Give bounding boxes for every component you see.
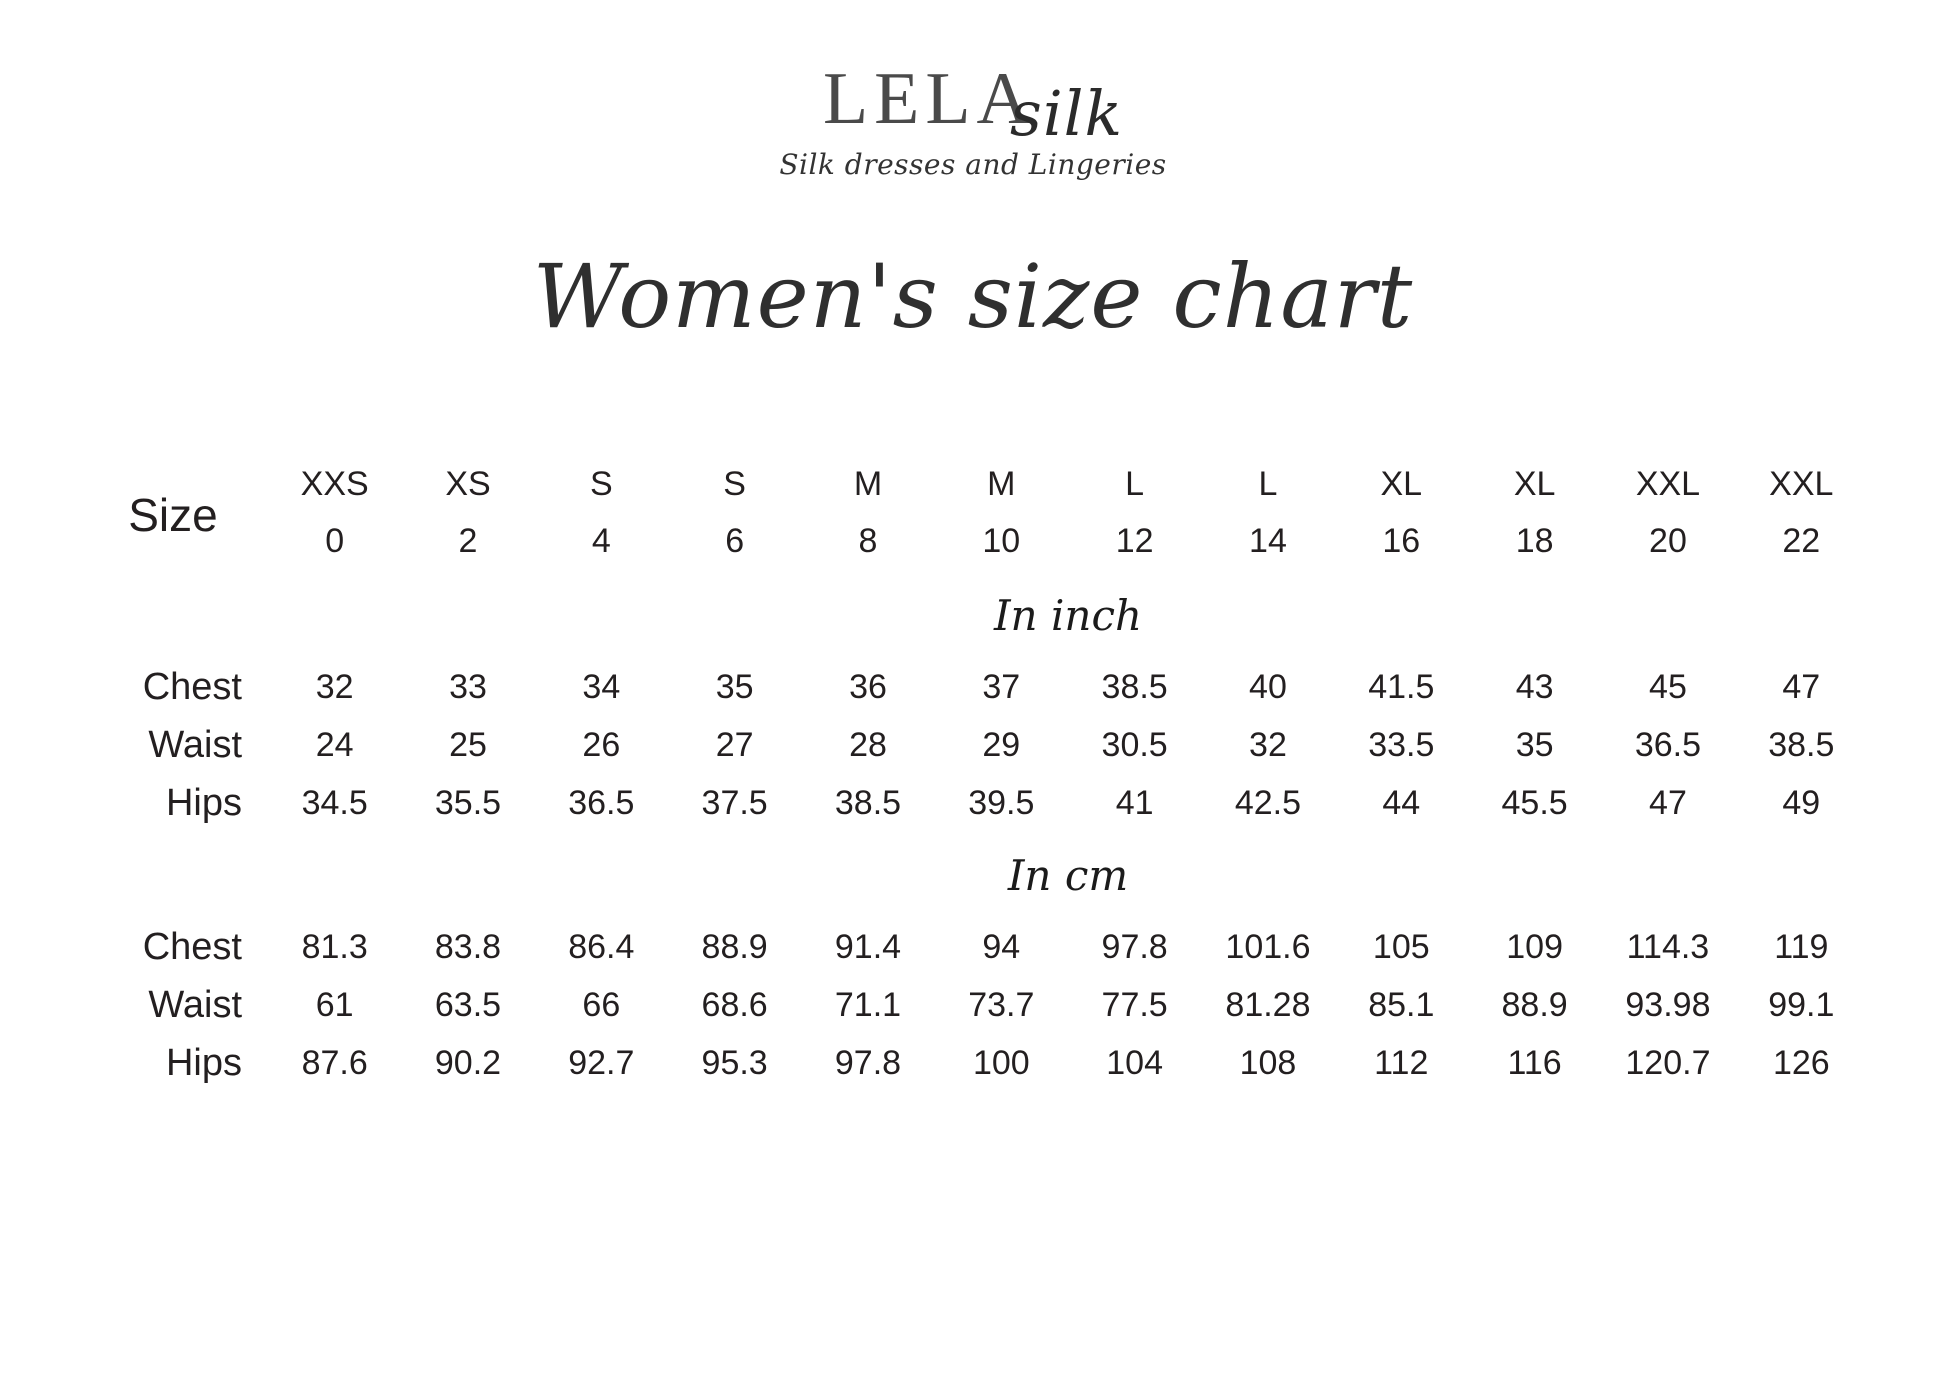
value-cell: 81.28 bbox=[1225, 985, 1311, 1024]
table-row-waist-cm bbox=[78, 976, 1868, 1034]
value-cell: 24 bbox=[315, 725, 354, 764]
table-row-chest-cm bbox=[78, 918, 1868, 976]
brand-logo bbox=[822, 58, 1124, 150]
size-letter-cell: XXL bbox=[1769, 464, 1834, 503]
value-cell: 32 bbox=[315, 667, 354, 706]
size-number-cell: 16 bbox=[1382, 521, 1421, 560]
value-cell: 100 bbox=[972, 1043, 1030, 1082]
value-cell: 41.5 bbox=[1368, 667, 1435, 706]
value-cell: 29 bbox=[982, 725, 1021, 764]
value-cell: 49 bbox=[1782, 783, 1821, 822]
size-chart-container bbox=[0, 458, 1946, 1092]
value-cell: 36 bbox=[849, 667, 887, 706]
value-cell: 73.7 bbox=[968, 985, 1035, 1024]
size-number-cell: 0 bbox=[325, 521, 345, 560]
value-cell: 38.5 bbox=[834, 783, 902, 822]
table-row-size-numbers bbox=[78, 510, 1868, 572]
value-cell: 116 bbox=[1507, 1043, 1562, 1082]
size-letter-cell: M bbox=[987, 464, 1016, 503]
size-letter-cell: XXL bbox=[1635, 464, 1701, 503]
value-cell: 45 bbox=[1649, 667, 1687, 706]
row-label-hips-cm: Hips bbox=[165, 1041, 242, 1084]
value-cell: 83.8 bbox=[434, 927, 502, 966]
value-cell: 86.4 bbox=[568, 927, 635, 966]
unit-row-spacer bbox=[78, 572, 268, 658]
value-cell: 30.5 bbox=[1101, 725, 1168, 764]
row-label-waist-cm: Waist bbox=[148, 983, 242, 1026]
value-cell: 34.5 bbox=[301, 783, 368, 822]
unit-label-cm: In cm bbox=[1007, 850, 1129, 900]
size-row-label: Size bbox=[128, 489, 218, 541]
value-cell: 63.5 bbox=[434, 985, 502, 1024]
size-number-cell: 22 bbox=[1782, 521, 1821, 560]
value-cell: 126 bbox=[1772, 1043, 1830, 1082]
size-letter-cell: L bbox=[1258, 464, 1278, 503]
value-cell: 47 bbox=[1782, 667, 1821, 706]
value-cell: 34 bbox=[582, 667, 621, 706]
value-cell: 92.7 bbox=[568, 1043, 635, 1082]
value-cell: 27 bbox=[715, 725, 754, 764]
value-cell: 93.98 bbox=[1625, 985, 1711, 1024]
value-cell: 37.5 bbox=[701, 783, 768, 822]
value-cell: 45.5 bbox=[1501, 783, 1568, 822]
table-row-unit-inch bbox=[78, 572, 1868, 658]
value-cell: 40 bbox=[1249, 667, 1287, 706]
value-cell: 42.5 bbox=[1234, 783, 1302, 822]
brand-name-secondary: silk bbox=[1010, 77, 1124, 150]
value-cell: 32 bbox=[1249, 725, 1287, 764]
value-cell: 66 bbox=[582, 985, 621, 1024]
table-row-hips-cm bbox=[78, 1034, 1868, 1092]
value-cell: 108 bbox=[1239, 1043, 1297, 1082]
value-cell: 94 bbox=[982, 927, 1021, 966]
value-cell: 90.2 bbox=[434, 1043, 502, 1082]
value-cell: 85.1 bbox=[1368, 985, 1435, 1024]
value-cell: 71.1 bbox=[834, 985, 902, 1024]
value-cell: 97.8 bbox=[834, 1043, 902, 1082]
value-cell: 109 bbox=[1506, 927, 1563, 966]
size-number-cell: 2 bbox=[458, 521, 478, 560]
unit-row-spacer bbox=[78, 832, 268, 918]
value-cell: 91.4 bbox=[834, 927, 902, 966]
size-chart-table bbox=[78, 458, 1868, 1092]
value-cell: 120.7 bbox=[1625, 1043, 1711, 1082]
value-cell: 88.9 bbox=[701, 927, 768, 966]
value-cell: 77.5 bbox=[1101, 985, 1168, 1024]
row-label-chest-inch: Chest bbox=[142, 665, 242, 708]
size-letter-cell: XL bbox=[1513, 464, 1556, 503]
brand-header bbox=[0, 0, 1946, 181]
size-letter-cell: L bbox=[1125, 464, 1145, 503]
value-cell: 39.5 bbox=[968, 783, 1035, 822]
value-cell: 95.3 bbox=[701, 1043, 768, 1082]
size-number-cell: 20 bbox=[1649, 521, 1687, 560]
value-cell: 112 bbox=[1374, 1043, 1429, 1082]
size-letter-cell: XS bbox=[445, 464, 491, 503]
size-number-cell: 10 bbox=[982, 521, 1021, 560]
size-number-cell: 8 bbox=[858, 521, 878, 560]
value-cell: 47 bbox=[1649, 783, 1687, 822]
table-row-hips-inch bbox=[78, 774, 1868, 832]
value-cell: 101.6 bbox=[1225, 927, 1311, 966]
value-cell: 68.6 bbox=[701, 985, 768, 1024]
size-number-cell: 6 bbox=[725, 521, 745, 560]
value-cell: 119 bbox=[1774, 927, 1829, 966]
value-cell: 28 bbox=[849, 725, 887, 764]
value-cell: 97.8 bbox=[1101, 927, 1168, 966]
value-cell: 25 bbox=[449, 725, 487, 764]
value-cell: 33 bbox=[449, 667, 487, 706]
size-number-cell: 12 bbox=[1115, 521, 1154, 560]
value-cell: 35 bbox=[1515, 725, 1554, 764]
size-letter-cell: S bbox=[723, 464, 746, 503]
value-cell: 37 bbox=[982, 667, 1021, 706]
value-cell: 81.3 bbox=[301, 927, 368, 966]
size-number-cell: 14 bbox=[1249, 521, 1287, 560]
size-letter-cell: M bbox=[853, 464, 883, 503]
size-letter-cell: XL bbox=[1380, 464, 1423, 503]
brand-name-primary: LELA bbox=[822, 58, 1036, 140]
value-cell: 99.1 bbox=[1768, 985, 1835, 1024]
value-cell: 61 bbox=[315, 985, 354, 1024]
value-cell: 38.5 bbox=[1768, 725, 1835, 764]
value-cell: 105 bbox=[1372, 927, 1430, 966]
value-cell: 26 bbox=[582, 725, 621, 764]
table-row-size-letters bbox=[78, 458, 1868, 510]
value-cell: 44 bbox=[1382, 783, 1421, 822]
value-cell: 43 bbox=[1515, 667, 1554, 706]
value-cell: 36.5 bbox=[568, 783, 635, 822]
value-cell: 41 bbox=[1115, 783, 1154, 822]
value-cell: 35 bbox=[715, 667, 754, 706]
value-cell: 38.5 bbox=[1101, 667, 1168, 706]
value-cell: 104 bbox=[1106, 1043, 1163, 1082]
page-title: Women's size chart bbox=[532, 245, 1414, 348]
table-row-chest-inch bbox=[78, 658, 1868, 716]
size-number-cell: 4 bbox=[591, 521, 611, 560]
size-letter-cell: S bbox=[589, 464, 613, 503]
value-cell: 88.9 bbox=[1501, 985, 1568, 1024]
brand-tagline: Silk dresses and Lingeries bbox=[779, 148, 1167, 181]
row-label-hips-inch: Hips bbox=[165, 781, 242, 824]
value-cell: 114.3 bbox=[1626, 927, 1710, 966]
unit-label-inch: In inch bbox=[993, 590, 1143, 640]
size-letter-cell: XXS bbox=[300, 464, 369, 503]
value-cell: 33.5 bbox=[1368, 725, 1435, 764]
table-row-unit-cm bbox=[78, 832, 1868, 918]
value-cell: 36.5 bbox=[1634, 725, 1702, 764]
size-number-cell: 18 bbox=[1515, 521, 1554, 560]
row-label-chest-cm: Chest bbox=[142, 925, 242, 968]
row-label-waist-inch: Waist bbox=[148, 723, 242, 766]
value-cell: 35.5 bbox=[434, 783, 502, 822]
table-row-waist-inch bbox=[78, 716, 1868, 774]
value-cell: 87.6 bbox=[301, 1043, 368, 1082]
